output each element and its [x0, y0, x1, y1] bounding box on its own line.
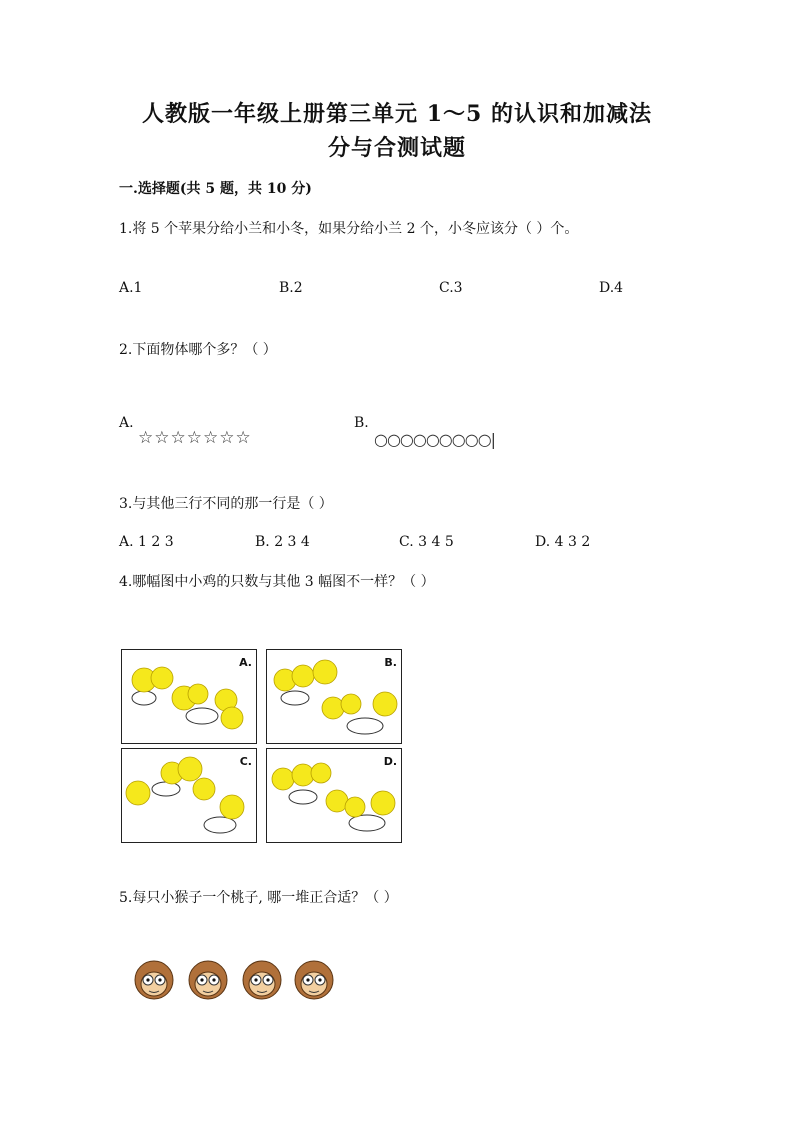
- monkey-row-illustration: [130, 958, 340, 1004]
- question-1-option-a: A.1: [119, 280, 143, 296]
- chick-illustration-a: [122, 650, 256, 743]
- question-3-option-a: A. 1 2 3: [119, 534, 174, 550]
- question-5-text: 5.每只小猴子一个桃子, 哪一堆正合适？（ ）: [119, 890, 398, 906]
- panel-d-label: D.: [383, 755, 397, 768]
- star-row-icon: ☆☆☆☆☆☆☆: [138, 428, 252, 448]
- monkey-face-icon: [135, 961, 173, 999]
- chick-panel-c: [121, 748, 257, 843]
- panel-b-label: B.: [384, 656, 397, 669]
- question-4-text: 4.哪幅图中小鸡的只数与其他 3 幅图不一样？（ ）: [119, 574, 435, 590]
- panel-a-label: A.: [239, 656, 252, 669]
- question-2-text: 2.下面物体哪个多？（ ）: [119, 342, 277, 358]
- question-1-option-d: D.4: [599, 280, 624, 296]
- document-title-line1: 人教版一年级上册第三单元 1～5 的认识和加减法: [142, 101, 652, 127]
- question-2-option-a-label: A.: [119, 415, 134, 431]
- question-1-text: 1.将 5 个苹果分给小兰和小冬，如果分给小兰 2 个，小冬应该分（ ）个。: [119, 221, 579, 237]
- question-3-option-b: B. 2 3 4: [255, 534, 310, 550]
- chick-illustration-d: [267, 749, 401, 842]
- chick-panel-a: [121, 649, 257, 744]
- chick-illustration-b: [267, 650, 401, 743]
- question-3-option-d: D. 4 3 2: [535, 534, 591, 550]
- section-heading: 一.选择题(共 5 题，共 10 分): [119, 181, 312, 197]
- monkey-face-icon: [243, 961, 281, 999]
- panel-c-label: C.: [239, 755, 252, 768]
- monkey-face-icon: [189, 961, 227, 999]
- monkey-face-icon: [295, 961, 333, 999]
- question-1-option-b: B.2: [279, 280, 303, 296]
- question-3-option-c: C. 3 4 5: [399, 534, 454, 550]
- question-3-text: 3.与其他三行不同的那一行是（ ）: [119, 496, 333, 512]
- question-2-option-b-label: B.: [354, 415, 369, 431]
- chick-illustration-c: [122, 749, 256, 842]
- document-title-line2: 分与合测试题: [327, 135, 466, 161]
- chick-panel-d: [266, 748, 402, 843]
- chick-panel-b: [266, 649, 402, 744]
- question-1-option-c: C.3: [439, 280, 463, 296]
- circle-row-icon: ○○○○○○○○○|: [374, 430, 496, 449]
